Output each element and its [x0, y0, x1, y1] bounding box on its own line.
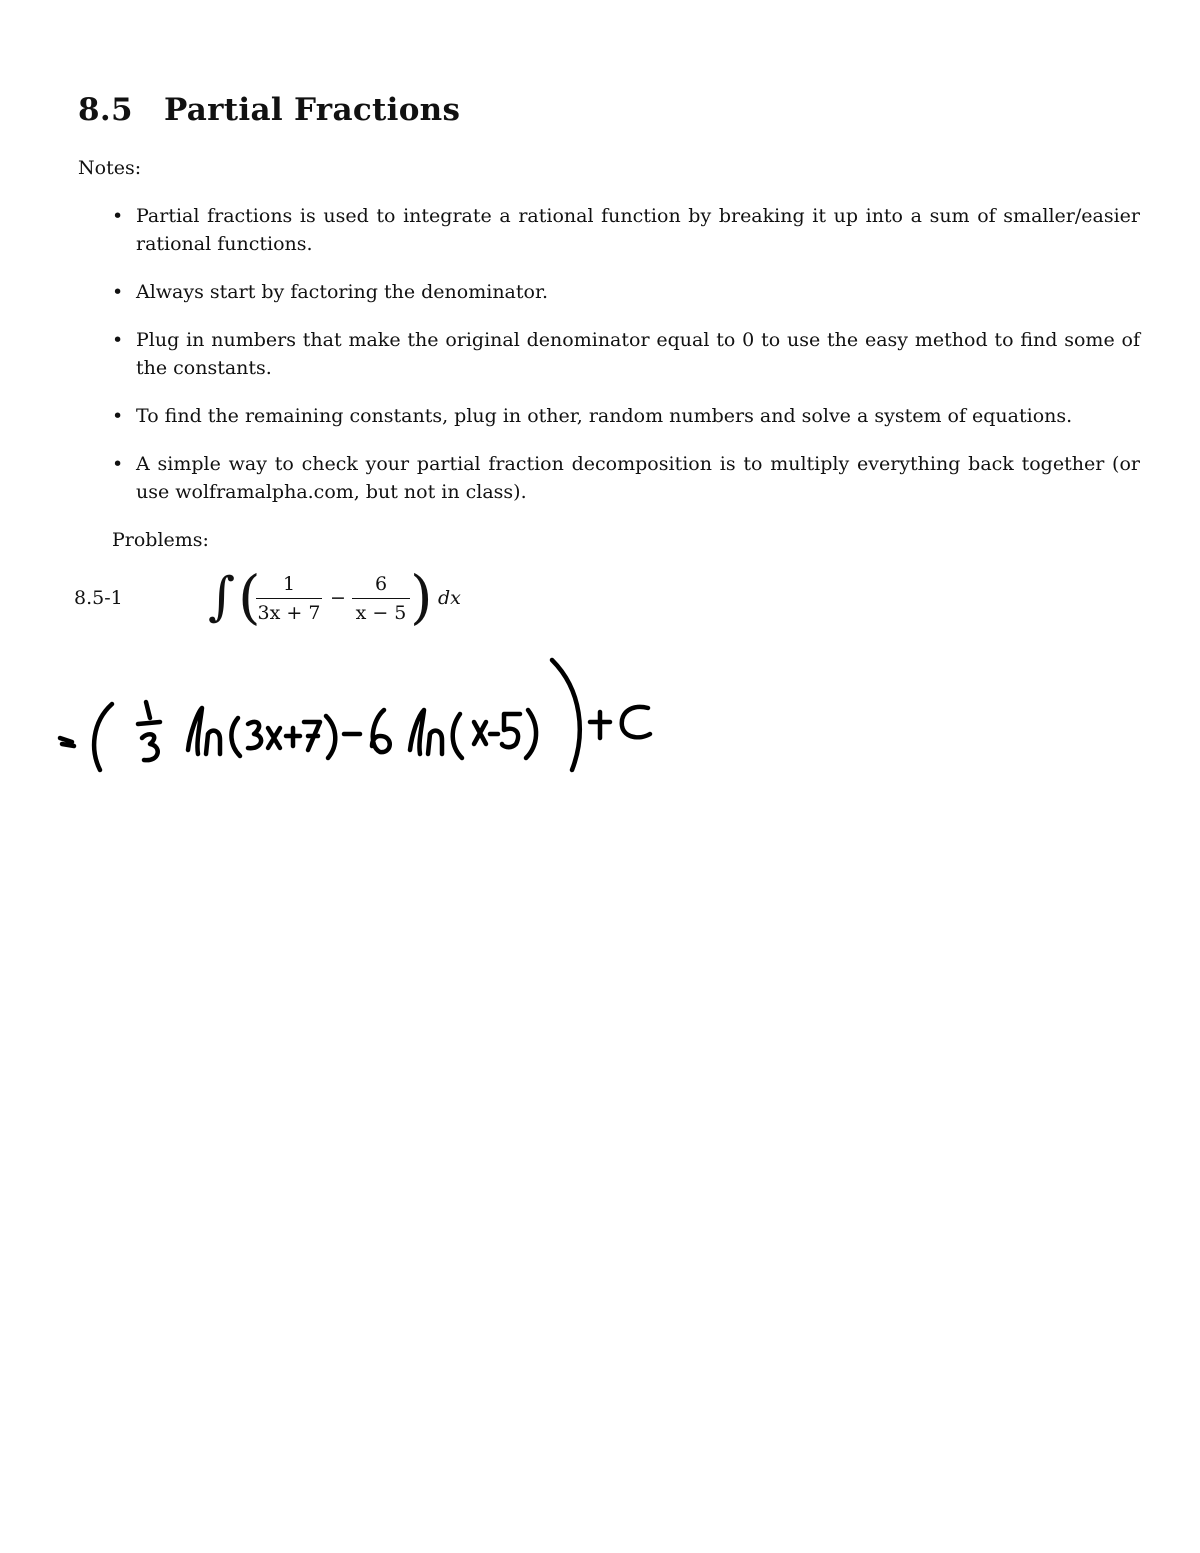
- handwritten-answer: [50, 650, 670, 780]
- fraction-1-bar: [256, 598, 322, 599]
- problem-8-5-1: [74, 563, 494, 636]
- note-item: [108, 402, 1140, 430]
- note-text: To find the remaining constants, plug in other, random numbers and solve a system of equations.: [136, 405, 1073, 427]
- section-title: Partial Fractions: [164, 92, 461, 128]
- handwritten-frac-bar: [138, 722, 160, 724]
- bullet-icon: •: [112, 405, 124, 427]
- bullet-icon: •: [112, 453, 124, 475]
- bullet-icon: •: [112, 329, 124, 351]
- handwritten-plus-2: [590, 712, 610, 738]
- problem-id: 8.5-1: [74, 587, 123, 609]
- handwritten-n: [206, 731, 220, 754]
- handwritten-paren-open-2: [453, 714, 462, 758]
- minus-operator: −: [330, 587, 346, 609]
- note-item: [108, 326, 1140, 382]
- note-text: Plug in numbers that make the original denominator equal to 0 to use the easy method to find some of the constants.: [136, 329, 1140, 379]
- fraction-1-numerator: 1: [282, 573, 296, 595]
- handwritten-c: [622, 707, 650, 737]
- handwritten-six: [372, 710, 390, 752]
- handwritten-three: [142, 734, 158, 760]
- differential: dx: [438, 587, 461, 609]
- bullet-icon: •: [112, 205, 124, 227]
- section-number: 8.5: [78, 92, 133, 128]
- note-text: A simple way to check your partial fraction decomposition is to multiply everything back together (or use wolframalpha.com, but not in class).: [136, 453, 1140, 503]
- fraction-2: [352, 572, 410, 625]
- integral-sign: ∫: [208, 567, 236, 627]
- handwritten-seven: [304, 722, 320, 750]
- notes-list: [108, 202, 1140, 526]
- fraction-1-denominator: 3x + 7: [257, 602, 321, 624]
- fraction-1: [256, 572, 322, 625]
- handwritten-l: [188, 708, 202, 754]
- note-item: [108, 202, 1140, 258]
- handwritten-n-2: [428, 731, 442, 754]
- handwritten-equals: [60, 738, 74, 746]
- section-heading: [78, 92, 460, 128]
- handwritten-five: [502, 714, 520, 747]
- handwritten-paren-close-2: [526, 710, 536, 758]
- note-text: Always start by factoring the denominator.: [136, 281, 548, 303]
- notes-label: Notes:: [78, 157, 142, 179]
- handwritten-l-2: [410, 710, 424, 754]
- note-item: [108, 450, 1140, 506]
- right-paren: ): [410, 563, 433, 631]
- handwritten-paren-close-1: [326, 716, 335, 758]
- left-paren: (: [238, 563, 261, 631]
- fraction-2-bar: [352, 598, 410, 599]
- handwritten-three-b: [248, 722, 261, 748]
- note-item: [108, 278, 1140, 306]
- handwritten-outer-right-paren: [552, 660, 580, 770]
- note-text: Partial fractions is used to integrate a rational function by breaking it up into a sum of smaller/easier rational functions.: [136, 205, 1140, 255]
- fraction-2-numerator: 6: [374, 573, 388, 595]
- problems-label: Problems:: [112, 529, 209, 551]
- handwritten-left-paren: [94, 704, 112, 770]
- handwritten-x-2: [474, 722, 486, 744]
- handwritten-plus: [286, 728, 300, 746]
- bullet-icon: •: [112, 281, 124, 303]
- handwritten-paren-open-1: [231, 718, 240, 756]
- handwritten-one: [146, 702, 150, 718]
- fraction-2-denominator: x − 5: [355, 602, 407, 624]
- handwritten-x: [268, 728, 280, 748]
